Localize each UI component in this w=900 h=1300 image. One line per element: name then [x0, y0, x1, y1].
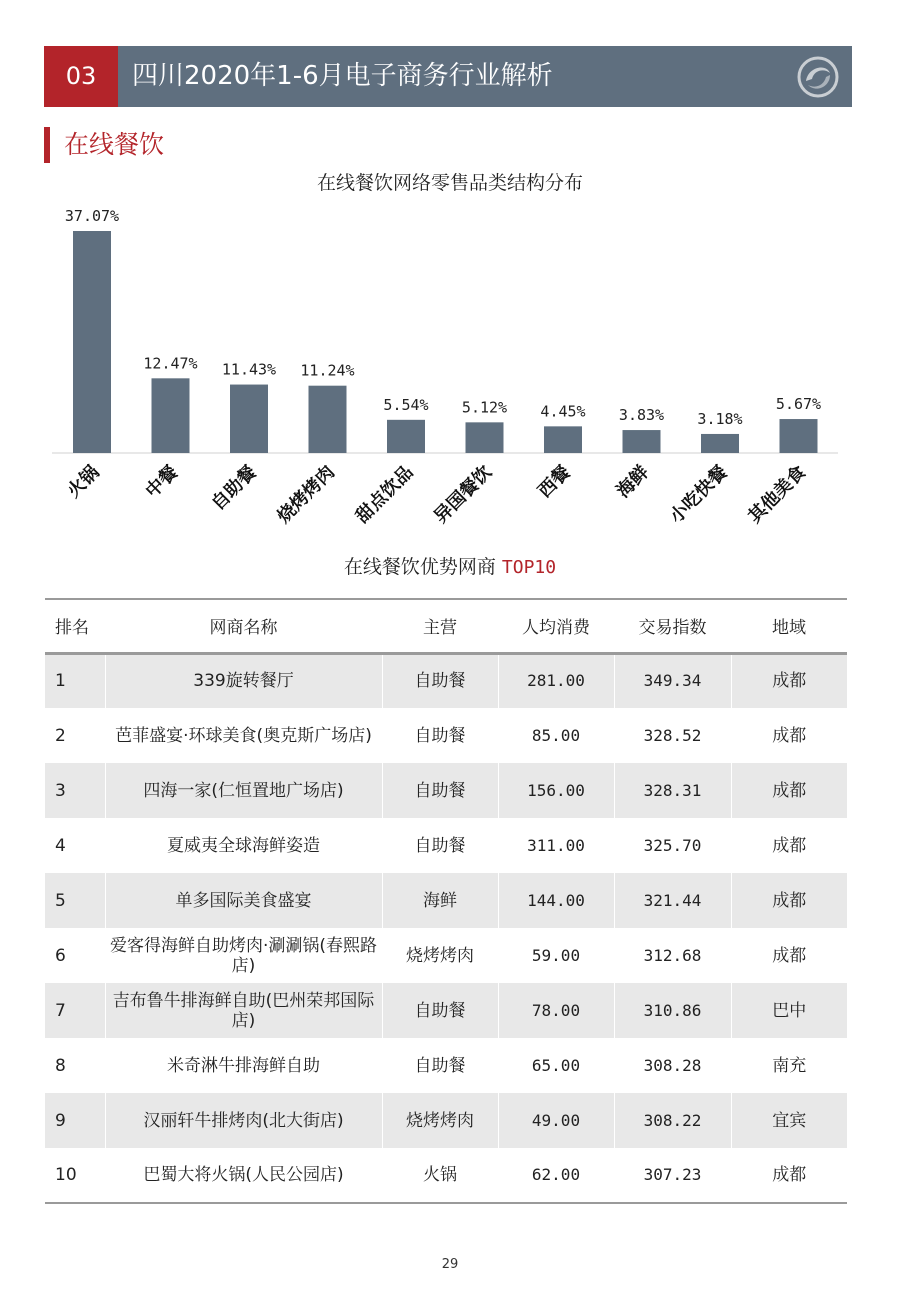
chart-bar	[544, 426, 582, 453]
cell-region: 巴中	[731, 983, 847, 1038]
table-title	[0, 552, 900, 579]
cell-rank: 1	[45, 653, 105, 708]
table-row	[45, 1038, 847, 1093]
cell-category: 自助餐	[382, 763, 498, 818]
chart-bar	[309, 386, 347, 453]
cell-rank: 3	[45, 763, 105, 818]
category-tick-label: 异国餐饮	[430, 461, 497, 528]
category-tick-label: 甜点饮品	[351, 461, 418, 528]
cell-merchant-name: 单多国际美食盛宴	[105, 873, 382, 928]
category-tick-label: 其他美食	[744, 461, 811, 528]
cell-rank: 8	[45, 1038, 105, 1093]
column-header-merchant: 网商名称	[105, 599, 382, 653]
chart-title: 在线餐饮网络零售品类结构分布	[316, 172, 583, 194]
cell-trade-index: 310.86	[614, 983, 731, 1038]
section-number: 03	[44, 46, 118, 107]
cell-merchant-name: 四海一家(仁恒置地广场店)	[105, 763, 382, 818]
category-tick-label: 西餐	[534, 461, 575, 502]
category-tick-label: 中餐	[141, 461, 183, 502]
cell-trade-index: 328.52	[614, 708, 731, 763]
top10-merchant-table	[45, 598, 847, 1204]
cell-region: 成都	[731, 818, 847, 873]
bar-value-label: 5.54%	[383, 395, 429, 414]
bar-value-label: 11.24%	[300, 361, 355, 380]
cell-avg-spend: 59.00	[498, 928, 614, 983]
bar-value-label: 3.18%	[697, 409, 743, 428]
circular-swirl-logo-icon	[796, 55, 840, 99]
table-title-main: 在线餐饮优势网商	[343, 556, 502, 578]
cell-rank: 4	[45, 818, 105, 873]
cell-avg-spend: 85.00	[498, 708, 614, 763]
chart-bar	[387, 420, 425, 453]
cell-avg-spend: 49.00	[498, 1093, 614, 1148]
cell-trade-index: 308.22	[614, 1093, 731, 1148]
cell-rank: 9	[45, 1093, 105, 1148]
cell-merchant-name: 芭菲盛宴·环球美食(奥克斯广场店)	[105, 708, 382, 763]
cell-category: 自助餐	[382, 818, 498, 873]
cell-rank: 10	[45, 1148, 105, 1203]
category-tick-label: 自助餐	[207, 461, 261, 515]
category-tick-label: 烧烤烤肉	[273, 461, 340, 528]
category-tick-label: 火锅	[63, 461, 104, 502]
chart-bar	[466, 422, 504, 453]
column-header-avg-spend: 人均消费	[498, 599, 614, 653]
bar-value-label: 5.12%	[461, 398, 508, 417]
table-row	[45, 708, 847, 763]
chart-bar	[701, 434, 739, 453]
cell-region: 南充	[731, 1038, 847, 1093]
cell-avg-spend: 311.00	[498, 818, 614, 873]
bar-value-label: 4.45%	[540, 402, 586, 421]
cell-avg-spend: 281.00	[498, 653, 614, 708]
column-header-region: 地域	[731, 599, 847, 653]
cell-merchant-name: 夏威夷全球海鲜姿造	[105, 818, 382, 873]
table-row	[45, 928, 847, 983]
chart-bar	[152, 378, 190, 453]
chart-bar	[780, 419, 818, 453]
table-row	[45, 1148, 847, 1203]
cell-avg-spend: 78.00	[498, 983, 614, 1038]
column-header-trade-index: 交易指数	[614, 599, 731, 653]
table-row	[45, 873, 847, 928]
cell-trade-index: 312.68	[614, 928, 731, 983]
cell-merchant-name: 巴蜀大将火锅(人民公园店)	[105, 1148, 382, 1203]
cell-region: 成都	[731, 708, 847, 763]
cell-trade-index: 307.23	[614, 1148, 731, 1203]
bar-value-label: 11.43%	[221, 360, 277, 379]
cell-category: 火锅	[382, 1148, 498, 1203]
table-row	[45, 818, 847, 873]
chart-bar	[230, 385, 268, 453]
subsection-title: 在线餐饮	[64, 130, 165, 159]
cell-category: 烧烤烤肉	[382, 928, 498, 983]
cell-region: 成都	[731, 928, 847, 983]
category-tick-label: 小吃快餐	[665, 461, 732, 528]
cell-avg-spend: 156.00	[498, 763, 614, 818]
cell-merchant-name: 汉丽轩牛排烤肉(北大街店)	[105, 1093, 382, 1148]
cell-trade-index: 349.34	[614, 653, 731, 708]
cell-category: 自助餐	[382, 653, 498, 708]
bar-value-label: 3.83%	[618, 406, 665, 425]
cell-rank: 7	[45, 983, 105, 1038]
cell-rank: 2	[45, 708, 105, 763]
cell-merchant-name: 339旋转餐厅	[105, 653, 382, 708]
cell-trade-index: 308.28	[614, 1038, 731, 1093]
header-bar	[44, 46, 852, 107]
table-title-accent: TOP10	[501, 557, 557, 578]
cell-avg-spend: 65.00	[498, 1038, 614, 1093]
cell-trade-index: 325.70	[614, 818, 731, 873]
cell-region: 成都	[731, 763, 847, 818]
cell-category: 烧烤烤肉	[382, 1093, 498, 1148]
cell-category: 自助餐	[382, 708, 498, 763]
cell-category: 自助餐	[382, 1038, 498, 1093]
category-tick-label: 海鲜	[612, 461, 654, 502]
chart-bar	[73, 231, 111, 453]
cell-category: 海鲜	[382, 873, 498, 928]
cell-region: 宜宾	[731, 1093, 847, 1148]
subsection-marker	[44, 127, 50, 163]
bar-value-label: 5.67%	[775, 395, 822, 414]
page-title: 四川2020年1-6月电子商务行业解析	[132, 61, 553, 91]
chart-bar	[623, 430, 661, 453]
cell-category: 自助餐	[382, 983, 498, 1038]
cell-merchant-name: 吉布鲁牛排海鲜自助(巴州荣邦国际店)	[105, 983, 382, 1038]
table-row	[45, 983, 847, 1038]
table-row	[45, 763, 847, 818]
cell-region: 成都	[731, 1148, 847, 1203]
cell-merchant-name: 爱客得海鲜自助烤肉·涮涮锅(春熙路店)	[105, 928, 382, 983]
cell-region: 成都	[731, 873, 847, 928]
cell-merchant-name: 米奇淋牛排海鲜自助	[105, 1038, 382, 1093]
column-header-rank: 排名	[45, 599, 105, 653]
category-bar-chart	[0, 195, 900, 540]
cell-rank: 5	[45, 873, 105, 928]
cell-avg-spend: 62.00	[498, 1148, 614, 1203]
cell-trade-index: 328.31	[614, 763, 731, 818]
table-header-row	[45, 599, 847, 653]
cell-avg-spend: 144.00	[498, 873, 614, 928]
column-header-category: 主营	[382, 599, 498, 653]
cell-trade-index: 321.44	[614, 873, 731, 928]
bar-value-label: 12.47%	[143, 354, 198, 373]
table-row	[45, 1093, 847, 1148]
table-row	[45, 653, 847, 708]
page-number: 29	[441, 1257, 459, 1272]
cell-region: 成都	[731, 653, 847, 708]
cell-rank: 6	[45, 928, 105, 983]
bar-value-label: 37.07%	[64, 207, 120, 225]
